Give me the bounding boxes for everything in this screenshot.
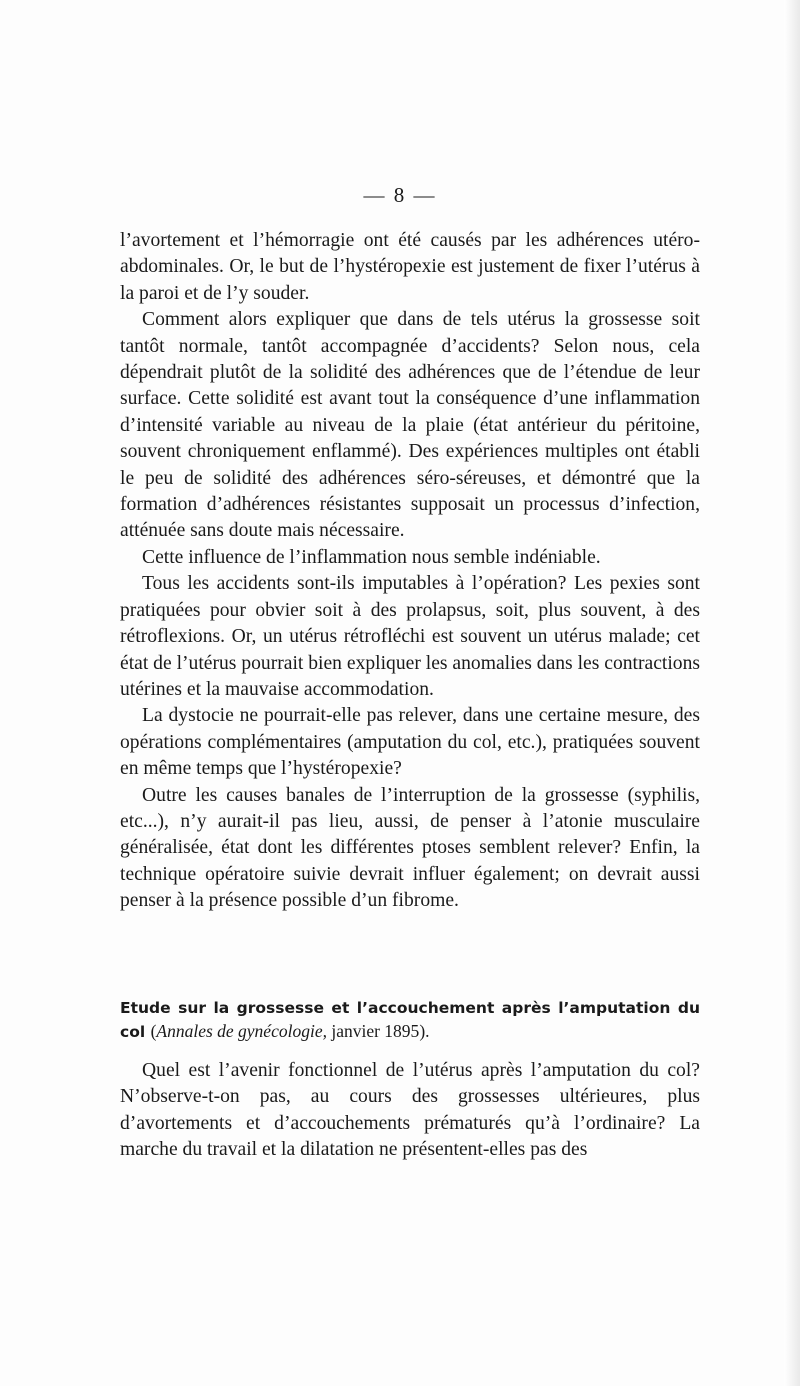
page-number: — 8 —: [363, 183, 437, 207]
section-citation: [151, 1021, 430, 1041]
body-text: [120, 228, 700, 915]
paragraph-3: Cette influence de l’inflammation nous semble indéniable.: [142, 546, 601, 568]
citation-open-paren: (: [150, 1021, 157, 1041]
section-text: [120, 1058, 700, 1164]
journal-name: Annales de gynécologie,: [156, 1021, 327, 1041]
paragraph-4: Tous les accidents sont-ils imputables à l’opération? Les pexies sont pratiquées pour obvier soit à des prolapsus, soit, plus souvent, à des rétroflexions. Or, un utérus rétrofléchi est souvent un utérus malade; cet état de l’utérus pourrait bien expliquer les anomalies dans les contractions utérines et la mauvaise accommodation.: [120, 573, 701, 700]
paragraph-2: Comment alors expliquer que dans de tels utérus la grossesse soit tantôt normale, tantôt accompagnée d’accidents? Selon nous, cela dépendrait plutôt de la solidité des adhérences que de l’étendue de leur surface. Cette solidité est avant tout la conséquence d’une inflammation d’intensité variable au niveau de la plaie (état antérieur du péritoine, souvent chroniquement enflammé). Des expériences multiples ont établi le peu de solidité des adhérences séro-séreuses, et démontré que la formation d’adhérences résistantes supposait un processus d’infection, atténuée sans doute mais nécessaire.: [120, 309, 700, 542]
paragraph-1: l’avortement et l’hémorragie ont été causés par les adhérences utéro-abdominales. Or, le but de l’hystéropexie est justement de fixer l’utérus à la paroi et de l’y souder.: [120, 230, 700, 304]
section-title: Etude sur la grossesse et l’accouchement après l’amputation du col: [120, 999, 700, 1041]
section-paragraph: Quel est l’avenir fonctionnel de l’utérus après l’amputation du col? N’observe-t-on pas, au cours des grossesses ultérieures, plus d’avortements et d’accouchements prématurés qu’à l’ordinaire? La marche du travail et la dilatation ne présentent-elles pas des: [120, 1060, 700, 1161]
citation-close: ).: [419, 1021, 430, 1041]
publication-date: janvier 1895: [331, 1021, 420, 1041]
section-heading: [120, 997, 700, 1044]
paragraph-5: La dystocie ne pourrait-elle pas relever, dans une certaine mesure, des opérations complémentaires (amputation du col, etc.), pratiquées souvent en même temps que l’hystéropexie?: [120, 705, 700, 780]
paragraph-6: Outre les causes banales de l’interruption de la grossesse (syphilis, etc...), n’y aurait-il pas lieu, aussi, de penser à l’atonie musculaire généralisée, état dont les différentes ptoses semblent relever? Enfin, la technique opératoire suivie devrait influer également; on devrait aussi penser à la présence possible d’un fibrome.: [120, 784, 700, 912]
